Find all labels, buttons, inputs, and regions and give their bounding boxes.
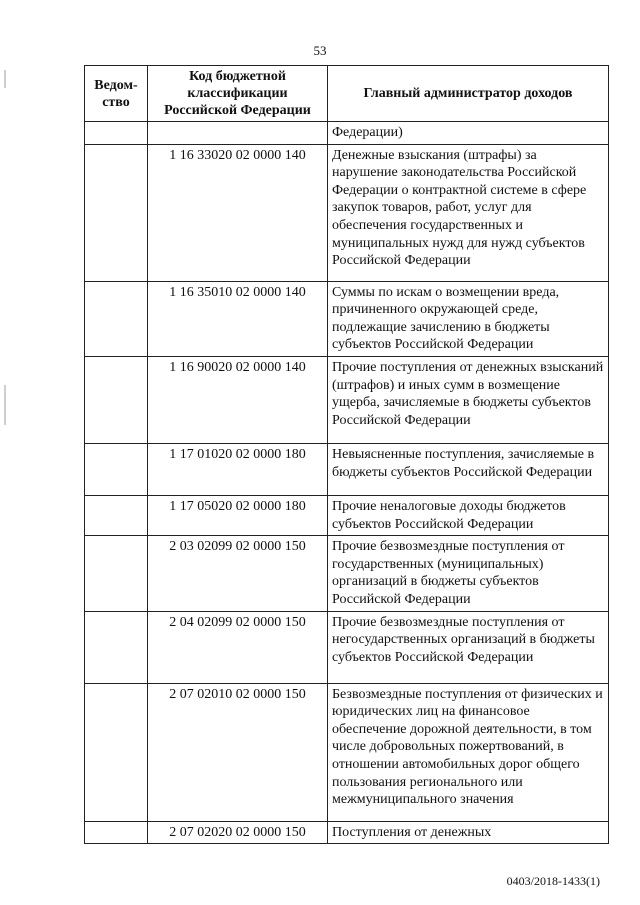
table-row <box>85 821 609 844</box>
budget-code-cell: 1 17 01020 02 0000 180 <box>148 443 328 495</box>
revenue-description-cell: Прочие неналоговые доходы бюджетов субъектов Российской Федерации <box>328 495 609 535</box>
revenue-description-cell: Суммы по искам о возмещении вреда, причиненного окружающей среде, подлежащие зачислению в бюджеты субъектов Российской Федерации <box>328 281 609 356</box>
table-row <box>85 495 609 535</box>
budget-code-cell: 2 07 02020 02 0000 150 <box>148 821 328 844</box>
department-cell <box>85 683 148 821</box>
department-cell <box>85 122 148 145</box>
department-cell <box>85 281 148 356</box>
budget-code-cell: 2 03 02099 02 0000 150 <box>148 536 328 611</box>
revenue-description-cell: Прочие безвозмездные поступления от государственных (муниципальных) организаций в бюджеты субъектов Российской Федерации <box>328 536 609 611</box>
budget-code-cell: 2 07 02010 02 0000 150 <box>148 683 328 821</box>
header-budget-code: Код бюджетной классификации Российской Федерации <box>148 66 328 122</box>
revenue-description-cell: Поступления от денежных <box>328 821 609 844</box>
department-cell <box>85 356 148 443</box>
budget-code-cell <box>148 122 328 145</box>
budget-code-cell: 1 16 90020 02 0000 140 <box>148 356 328 443</box>
scan-edge-mark-middle <box>4 385 6 425</box>
department-cell <box>85 536 148 611</box>
table-row <box>85 536 609 611</box>
table-row <box>85 281 609 356</box>
budget-code-cell: 1 16 35010 02 0000 140 <box>148 281 328 356</box>
department-cell <box>85 443 148 495</box>
revenue-description-cell: Денежные взыскания (штрафы) за нарушение законодательства Российской Федерации о контрактной системе в сфере закупок товаров, работ, услуг для обеспечения государственных и муниципальных нужд для нужд субъектов Российской Федерации <box>328 144 609 281</box>
department-cell <box>85 495 148 535</box>
revenue-administrator-table <box>84 65 608 844</box>
department-cell <box>85 611 148 683</box>
table-row <box>85 611 609 683</box>
header-revenue-administrator: Главный администратор доходов <box>328 66 609 122</box>
table-row <box>85 122 609 145</box>
revenue-description-cell: Невыясненные поступления, зачисляемые в бюджеты субъектов Российской Федерации <box>328 443 609 495</box>
budget-code-cell: 1 17 05020 02 0000 180 <box>148 495 328 535</box>
header-department: Ведом-ство <box>85 66 148 122</box>
budget-code-cell: 1 16 33020 02 0000 140 <box>148 144 328 281</box>
table-row <box>85 683 609 821</box>
revenue-description-cell: Безвозмездные поступления от физических и юридических лиц на финансовое обеспечение дорожной деятельности, в том числе добровольных пожертвований, в отношении автомобильных дорог общего пользования регионального или межмуниципального значения <box>328 683 609 821</box>
revenue-description-cell: Прочие поступления от денежных взысканий (штрафов) и иных сумм в возмещение ущерба, зачисляемые в бюджеты субъектов Российской Федерации <box>328 356 609 443</box>
table-header-row <box>85 66 609 122</box>
department-cell <box>85 821 148 844</box>
table-row <box>85 144 609 281</box>
page-number: 53 <box>313 43 327 58</box>
budget-code-cell: 2 04 02099 02 0000 150 <box>148 611 328 683</box>
department-cell <box>85 144 148 281</box>
table-row <box>85 356 609 443</box>
document-footer-code: 0403/2018-1433(1) <box>506 874 600 888</box>
scan-edge-mark-top <box>4 70 6 88</box>
revenue-description-cell: Прочие безвозмездные поступления от негосударственных организаций в бюджеты субъектов Российской Федерации <box>328 611 609 683</box>
revenue-description-cell: Федерации) <box>328 122 609 145</box>
table-row <box>85 443 609 495</box>
table-body <box>85 122 609 844</box>
